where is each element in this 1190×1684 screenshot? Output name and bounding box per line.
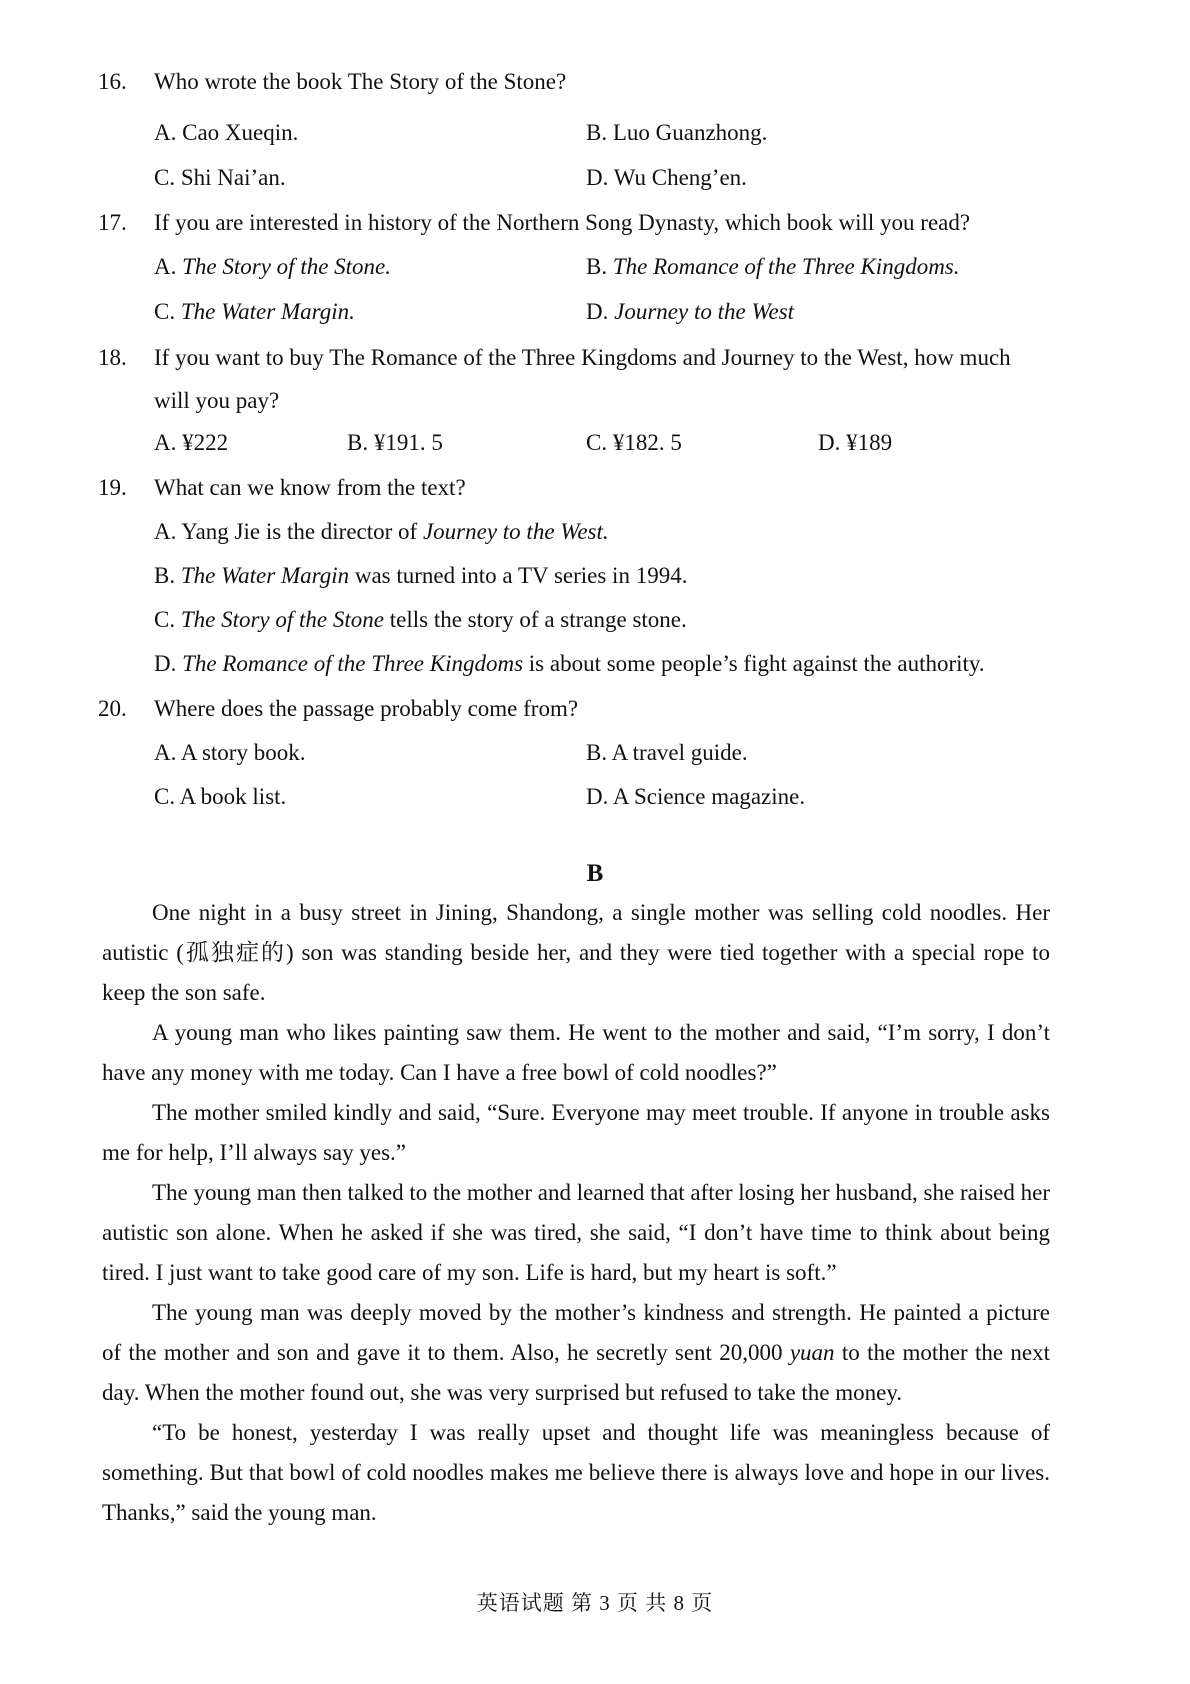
option-text: Shi Nai’an. — [180, 165, 286, 190]
section-title: B — [586, 860, 604, 887]
option-a — [154, 121, 298, 144]
option-letter: B. — [347, 430, 369, 455]
option-c — [154, 300, 355, 323]
option-b — [586, 741, 748, 764]
option-d — [586, 166, 747, 189]
option-book-title: Journey to the West. — [422, 519, 609, 544]
option-letter: D. — [586, 165, 609, 190]
option-b — [586, 255, 960, 278]
option-book-title: The Water Margin — [180, 563, 350, 588]
currency-word: yuan — [789, 1340, 835, 1365]
option-c — [154, 608, 687, 631]
option-text: A Science magazine. — [612, 784, 806, 809]
option-c — [154, 166, 286, 189]
option-letter: B. — [586, 120, 608, 145]
option-letter: A. — [154, 430, 177, 455]
option-letter: B. — [586, 254, 608, 279]
option-text: ¥222 — [182, 430, 229, 455]
option-a — [154, 431, 228, 454]
option-book-title: The Romance of the Three Kingdoms — [182, 651, 524, 676]
passage-paragraph: A young man who likes painting saw them. He went to the mother and said, “I’m sorry, I don’t have any money with me today. Can I have a free bowl of cold noodles?” — [102, 1020, 1050, 1085]
option-text: A travel guide. — [611, 740, 748, 765]
option-text: A book list. — [179, 784, 287, 809]
question-stem: What can we know from the text? — [154, 475, 466, 500]
option-text: ¥191. 5 — [373, 430, 443, 455]
option-text: ¥189 — [846, 430, 893, 455]
question-stem: Who wrote the book The Story of the Stone? — [154, 69, 567, 94]
passage-paragraph — [102, 1293, 1050, 1413]
option-letter: D. — [586, 784, 609, 809]
option-text: Wu Cheng’en. — [613, 165, 747, 190]
question-stem: If you want to buy The Romance of the Three Kingdoms and Journey to the West, how much — [154, 345, 1011, 370]
passage-paragraph: The young man then talked to the mother and learned that after losing her husband, she raised her autistic son alone. When he asked if she was tired, she said, “I don’t have time to think about being tired. I just want to take good care of my son. Life is hard, but my heart is soft.” — [102, 1180, 1050, 1285]
paragraph-text: to the mother the next day. When the mother found out, she was very surprised but refused to take the money. — [102, 1340, 1050, 1405]
option-letter: D. — [154, 651, 177, 676]
option-text: The Water Margin. — [180, 299, 355, 324]
question-stem: If you are interested in history of the Northern Song Dynasty, which book will you read? — [154, 210, 971, 235]
option-letter: D. — [586, 299, 609, 324]
option-text: Yang Jie is the director of — [181, 519, 423, 544]
passage — [102, 893, 1050, 1533]
question-number: 17. — [98, 210, 127, 235]
option-book-title: The Story of the Stone — [180, 607, 384, 632]
question-number: 19. — [98, 475, 127, 500]
option-text: The Story of the Stone. — [182, 254, 392, 279]
option-text: is about some people’s fight against the authority. — [523, 651, 985, 676]
option-text: Luo Guanzhong. — [612, 120, 768, 145]
question-number: 18. — [98, 345, 127, 370]
option-letter: A. — [154, 519, 177, 544]
option-text: Cao Xueqin. — [182, 120, 299, 145]
option-letter: C. — [154, 299, 176, 324]
option-c — [586, 431, 682, 454]
option-a — [154, 255, 391, 278]
option-text: A story book. — [180, 740, 306, 765]
option-letter: A. — [154, 254, 177, 279]
question-stem: Where does the passage probably come from? — [154, 696, 579, 721]
option-letter: D. — [818, 430, 841, 455]
option-b — [586, 121, 767, 144]
option-text: was turned into a TV series in 1994. — [349, 563, 688, 588]
passage-paragraph: One night in a busy street in Jining, Shandong, a single mother was selling cold noodles. Her autistic (孤独症的) son was standing beside her, and they were tied together with a special rope to keep the son safe. — [102, 900, 1050, 1005]
paragraph-text: The young man was deeply moved by the mother’s kindness and strength. He painted a picture of the mother and son and gave it to them. Also, he secretly sent 20,000 — [102, 1300, 1050, 1365]
option-text: The Romance of the Three Kingdoms. — [612, 254, 960, 279]
option-letter: A. — [154, 740, 177, 765]
option-text: ¥182. 5 — [612, 430, 682, 455]
option-c — [154, 785, 286, 808]
option-letter: A. — [154, 120, 177, 145]
page-footer: 英语试题 第 3 页 共 8 页 — [476, 1591, 714, 1615]
option-letter: B. — [586, 740, 608, 765]
passage-paragraph: “To be honest, yesterday I was really upset and thought life was meaningless because of something. But that bowl of cold noodles makes me believe there is always love and hope in our lives. Thanks,” said the young man. — [102, 1420, 1050, 1525]
option-text: Journey to the West — [614, 299, 795, 324]
option-d — [154, 652, 985, 675]
option-text: tells the story of a strange stone. — [383, 607, 687, 632]
option-d — [586, 785, 805, 808]
option-letter: C. — [154, 165, 176, 190]
question-stem-continued: will you pay? — [154, 388, 280, 413]
option-a — [154, 741, 305, 764]
option-letter: B. — [154, 563, 176, 588]
passage-paragraph: The mother smiled kindly and said, “Sure. Everyone may meet trouble. If anyone in trouble asks me for help, I’ll always say yes.” — [102, 1100, 1050, 1165]
option-letter: C. — [154, 784, 176, 809]
option-b — [154, 564, 687, 587]
option-b — [347, 431, 443, 454]
option-letter: C. — [154, 607, 176, 632]
question-number: 20. — [98, 696, 127, 721]
question-number: 16. — [98, 69, 127, 94]
option-letter: C. — [586, 430, 608, 455]
option-d — [586, 300, 794, 323]
option-a — [154, 520, 609, 543]
option-d — [818, 431, 892, 454]
